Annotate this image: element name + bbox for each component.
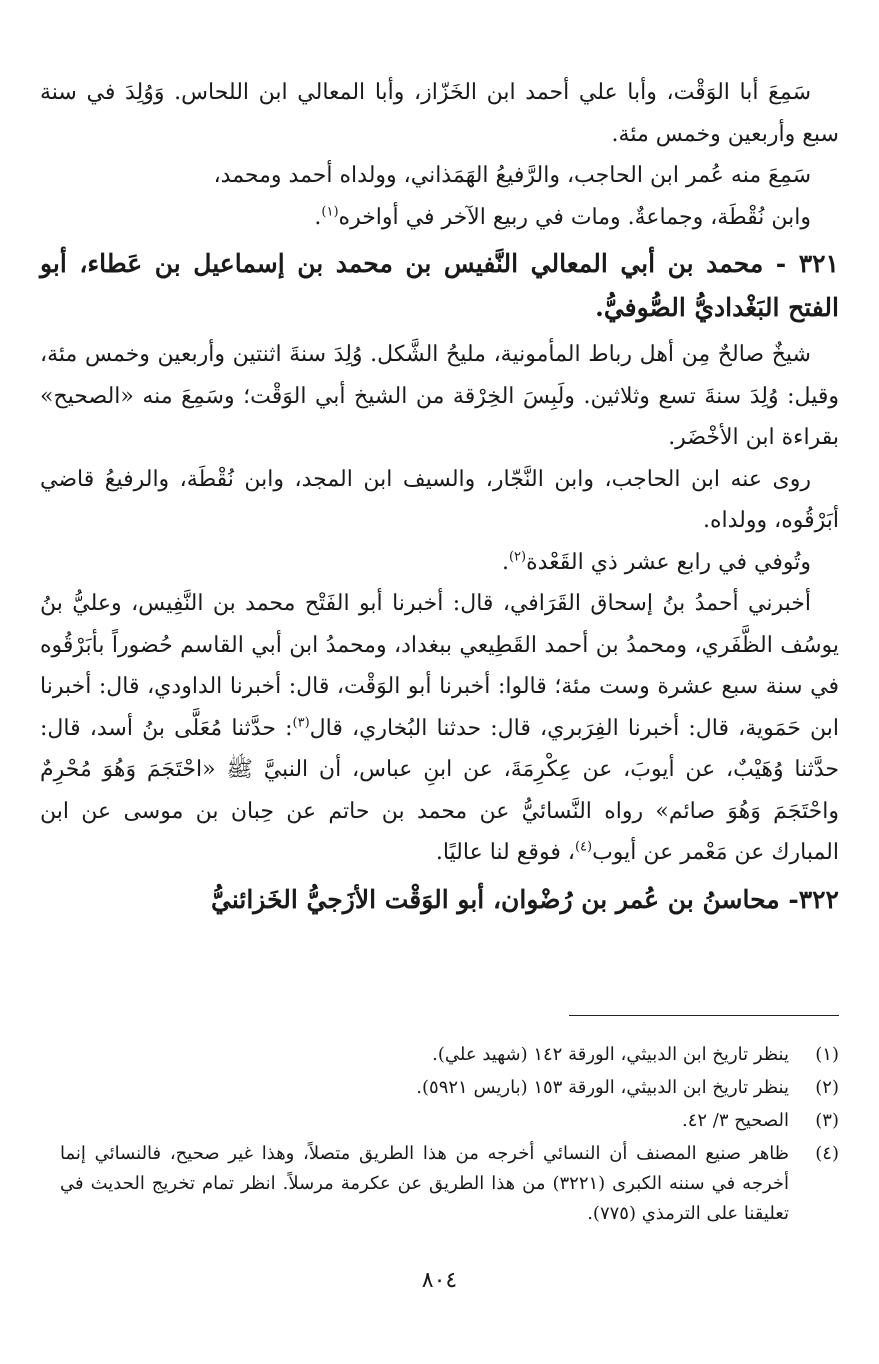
paragraph: شيخٌ صالحٌ مِن أهل رباط المأمونية، مليحُ الشَّكل. وُلِدَ سنةَ اثنتين وأربعين وخمس مئة، وقيل: وُلِدَ سنةَ تسع وثلاثين. ولَبِسَ الخِرْقة من الشيخ أبي الوَقْت؛ وسَمِعَ منه «الصحيح» بقراءة ابن الأخْضَر. <box>40 342 839 450</box>
footnote-ref: (٢) <box>508 549 527 565</box>
footnote-number: (٢) <box>815 1077 839 1098</box>
footnotes <box>60 1040 839 1232</box>
footnote-number: (٣) <box>815 1110 839 1131</box>
paragraph: سَمِعَ منه عُمر ابن الحاجب، والرَّفيعُ الهَمَذاني، وولداه أحمد ومحمد، <box>213 163 811 188</box>
footnote-text: ينظر تاريخ ابن الدبيثي، الورقة ١٥٣ (باريس ٥٩٢١). <box>416 1077 789 1098</box>
paragraph: أخبرني أحمدُ بنُ إسحاق القَرَافي، قال: أخبرنا أبو الفَتْح محمد بن النَّفِيس، وعليُّ بنُ يوسُف الظَّفَري، ومحمدُ بن أحمد القَطِيعي ببغداد، ومحمدُ ابن أبي القاسم حُضوراً بأبَرْقُوه في سنة سبع عشرة وست مئة؛ قالوا: أخبرنا أبو الوَقْت، قال: أخبرنا الداودي، قال: أخبرنا ابن حَمَوية، قال: أخبرنا الفِرَبري، قال: حدثنا البُخاري، قال$^{(٣)}$: حدَّثنا مُعَلَّى بنُ أسد، قال: حدَّثنا وُهَيْبٌ، عن أيوبَ، عن عِكْرِمَةَ، عن ابنِ عباس، أن النبيَّ ﷺ «احْتَجَمَ وَهُوَ مُحْرِمٌ واحْتَجَمَ وَهُوَ صائم» رواه النَّسائيُّ عن محمد بن حاتم عن حِبان بن موسى عن ابن المبارك عن مَعْمر عن أيوب$^{(٤)}$، فوقع لنا عاليًا. <box>40 591 839 865</box>
main-text <box>40 72 839 926</box>
footnote-number: (١) <box>815 1044 839 1065</box>
footnote <box>60 1106 839 1136</box>
paragraph: سَمِعَ أبا الوَقْت، وأبا علي أحمد ابن الخَزّاز، وأبا المعالي ابن اللحاس. وَوُلِدَ في سنة سبع وأربعين وخمس مئة. <box>40 80 839 147</box>
footnote-text: ظاهر صنيع المصنف أن النسائي أخرجه من هذا الطريق متصلاً، وهذا غير صحيح، فالنسائي إنما أخرجه في سننه الكبرى (٣٢٢١) من هذا الطريق عن عكرمة مرسلاً. انظر تمام تخريج الحديث في تعليقنا على الترمذي (٧٧٥). <box>60 1143 790 1224</box>
paragraph: روى عنه ابن الحاجب، وابن النَّجّار، والسيف ابن المجد، وابن نُقْطَة، والرفيعُ قاضي أبَرْقُوه، وولداه. <box>40 466 839 533</box>
footnote <box>60 1073 839 1103</box>
footnote <box>60 1139 839 1229</box>
entry-heading: ٣٢١ - محمد بن أبي المعالي النَّفيس بن محمد بن إسماعيل بن عَطاء، أبو الفتح البَغْداديُّ الصُّوفيُّ. <box>40 249 839 322</box>
footnote-number: (٤) <box>815 1143 839 1164</box>
footnote-text: ينظر تاريخ ابن الدبيثي، الورقة ١٤٢ (شهيد علي). <box>432 1044 789 1065</box>
paragraph: وتُوفي في رابع عشر ذي القَعْدة$^{(٢)}$. <box>501 549 811 575</box>
entry-heading: ٣٢٢- محاسنُ بن عُمر بن رُضْوان، أبو الوَقْت الأزَجيُّ الخَزائنيُّ <box>210 884 839 914</box>
footnote-text: الصحيح ٣/ ٤٢. <box>681 1110 789 1131</box>
paragraph: وابن نُقْطَة، وجماعةٌ. ومات في ربيع الآخر في أواخره$^{(١)}$. <box>314 204 811 230</box>
footnote-separator <box>569 1015 839 1016</box>
footnote <box>60 1040 839 1070</box>
page-number: ٨٠٤ <box>421 1268 458 1293</box>
footnote-ref: (١) <box>321 204 339 220</box>
footnote-ref: (٣) <box>292 715 310 731</box>
footnote-ref: (٤) <box>574 839 593 855</box>
